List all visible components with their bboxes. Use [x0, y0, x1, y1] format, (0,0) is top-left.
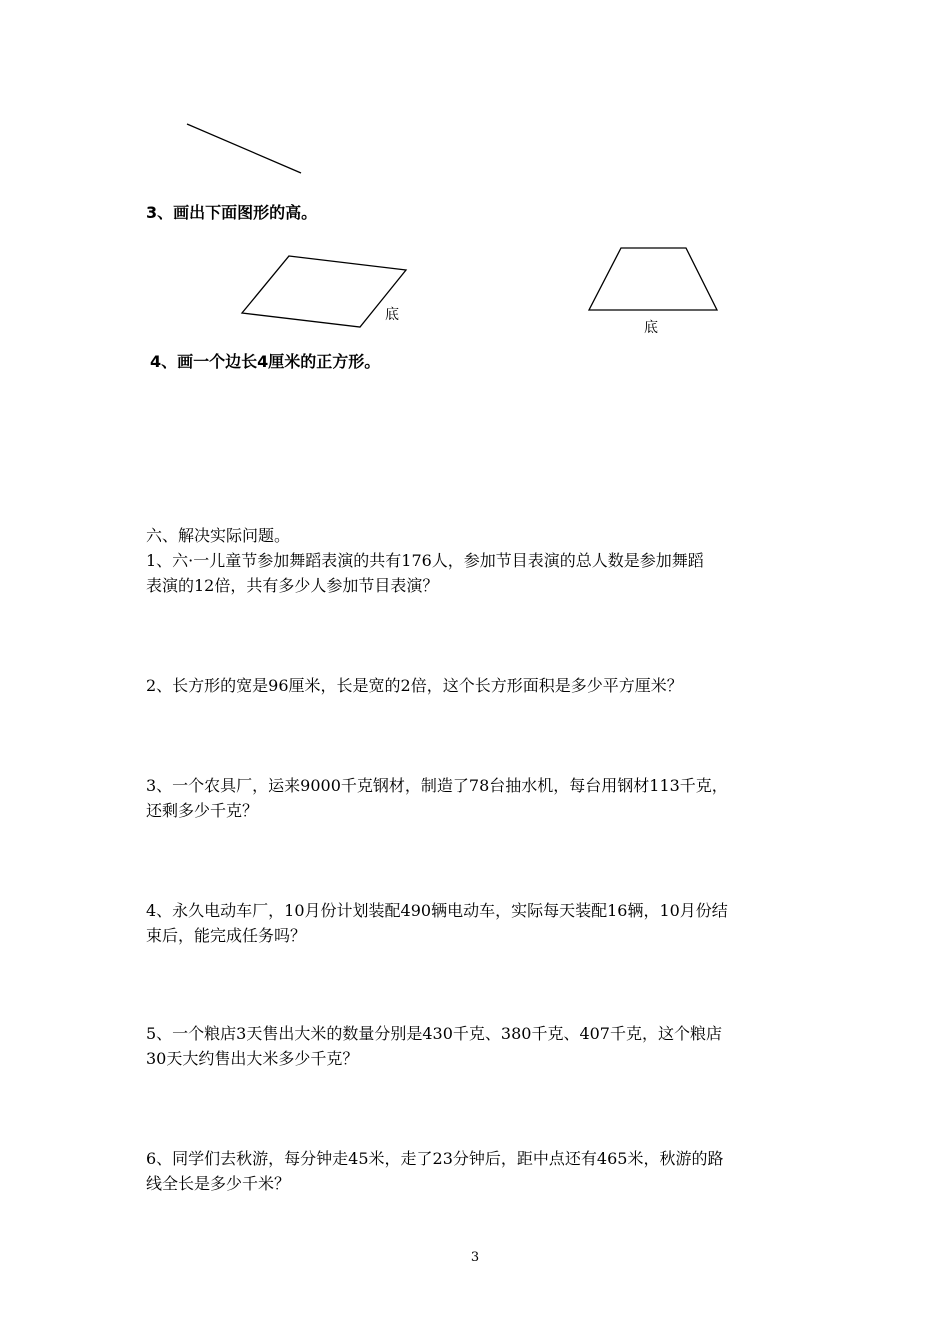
problem-3: [146, 773, 811, 823]
problem-6-line-2: 线全长是多少千米？: [146, 1174, 291, 1193]
problem-1-line-2: 表演的12倍，共有多少人参加节目表演？: [146, 576, 439, 595]
problem-2: [146, 673, 811, 698]
problem-2-line-1: 2、长方形的宽是96厘米，长是宽的2倍，这个长方形面积是多少平方厘米？: [146, 676, 683, 695]
problem-4: [146, 898, 811, 948]
question-4-heading: 4、画一个边长4厘米的正方形。: [150, 352, 381, 371]
line-segment: [187, 124, 301, 173]
trapezoid-base-label: 底: [644, 320, 658, 336]
page-number: 3: [470, 1250, 480, 1265]
question-3-heading: 3、画出下面图形的高。: [146, 203, 318, 222]
problem-3-line-1: 3、一个农具厂，运来9000千克钢材，制造了78台抽水机，每台用钢材113千克，: [146, 776, 728, 795]
problem-5-line-2: 30天大约售出大米多少千克？: [146, 1049, 359, 1068]
section-6-title: 六、解决实际问题。: [146, 526, 291, 545]
problem-1-line-1: 1、六·一儿童节参加舞蹈表演的共有176人，参加节目表演的总人数是参加舞蹈: [146, 551, 704, 570]
problem-4-line-2: 束后，能完成任务吗？: [146, 926, 307, 945]
problem-5-line-1: 5、一个粮店3天售出大米的数量分别是430千克、380千克、407千克，这个粮店: [146, 1024, 722, 1043]
problem-5: [146, 1021, 811, 1071]
problem-1: [146, 548, 811, 598]
parallelogram-shape: [242, 256, 406, 327]
problem-4-line-1: 4、永久电动车厂，10月份计划装配490辆电动车，实际每天装配16辆，10月份结: [146, 901, 728, 920]
trapezoid-shape: [589, 248, 717, 310]
problem-3-line-2: 还剩多少千克？: [146, 801, 259, 820]
problem-6: [146, 1146, 811, 1196]
problem-6-line-1: 6、同学们去秋游，每分钟走45米，走了23分钟后，距中点还有465米，秋游的路: [146, 1149, 724, 1168]
parallelogram-base-label: 底: [385, 307, 399, 323]
